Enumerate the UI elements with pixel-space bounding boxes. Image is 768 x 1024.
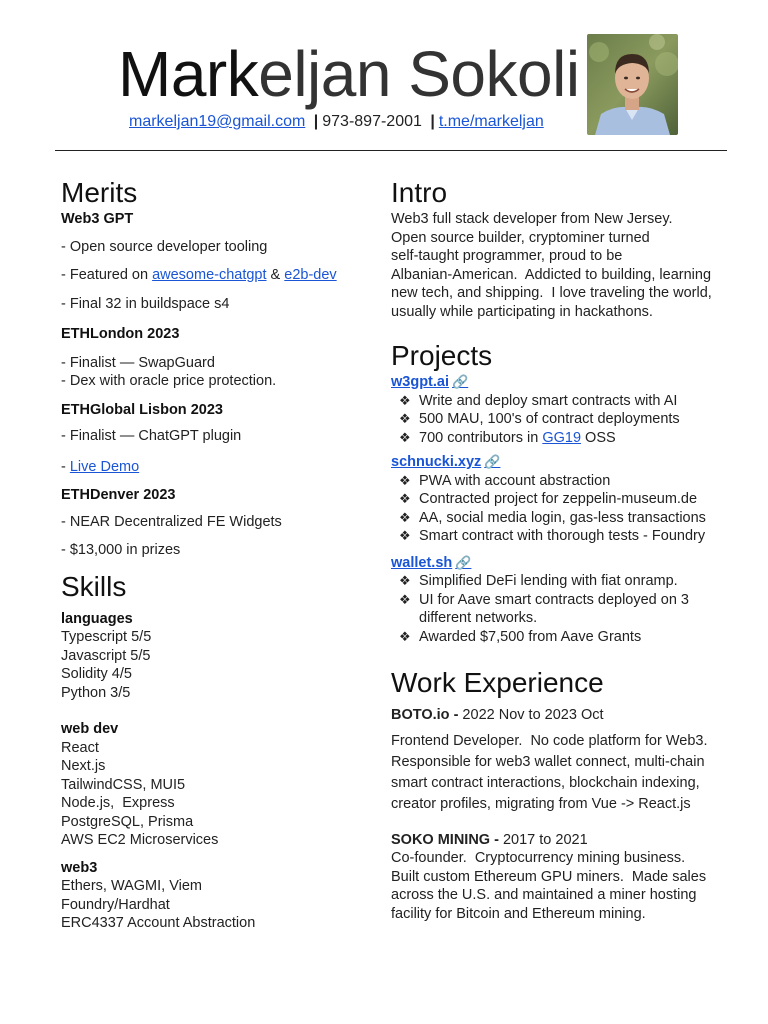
skill-item: Ethers, WAGMI, Viem — [61, 878, 202, 894]
w3gpt-link[interactable] — [391, 373, 468, 392]
merit-item: - Finalist — ChatGPT plugin — [61, 428, 242, 444]
merit-item: - Dex with oracle price protection. — [61, 373, 277, 389]
diamond-bullet-icon: ❖ — [399, 491, 411, 506]
project-name: wallet.sh — [391, 554, 453, 571]
diamond-bullet-icon: ❖ — [399, 528, 411, 543]
job-line: smart contract interactions, blockchain indexing, — [391, 774, 700, 791]
skill-item: React — [61, 739, 99, 756]
bullet-text: 500 MAU, 100's of contract deployments — [419, 411, 680, 427]
awesome-chatgpt-link[interactable]: awesome-chatgpt — [152, 267, 267, 283]
skill-item: PostgreSQL, Prisma — [61, 813, 194, 830]
merit-item — [61, 458, 361, 477]
job-line: Built custom Ethereum GPU miners. Made sales — [391, 868, 707, 885]
skill-item: Javascript 5/5 — [61, 647, 151, 664]
job-period: 2022 Nov to 2023 Oct — [458, 707, 604, 723]
intro-line: usually while participating in hackathons. — [391, 303, 653, 320]
project-bullet — [399, 392, 731, 411]
intro-line: Web3 full stack developer from New Jersey. — [391, 211, 673, 227]
merit-ethdenver-title: ETHDenver 2023 — [61, 487, 176, 503]
project-bullet — [399, 429, 731, 448]
merit-item: - Finalist — SwapGuard — [61, 354, 215, 371]
project-bullet — [399, 472, 731, 491]
resume-name — [118, 36, 580, 112]
profile-photo — [587, 34, 678, 135]
job-soko-description — [391, 849, 731, 923]
project-w3gpt — [391, 373, 731, 447]
job-company: BOTO.io - — [391, 707, 459, 723]
projects-heading: Projects — [391, 340, 493, 371]
schnucki-link[interactable] — [391, 453, 500, 472]
bullet-text: AA, social media login, gas-less transactions — [419, 509, 706, 526]
bullet-text: different networks. — [419, 610, 538, 626]
skill-item: AWS EC2 Microservices — [61, 832, 219, 848]
intro-line: self-taught programmer, proud to be — [391, 248, 623, 264]
telegram-link[interactable]: t.me/markeljan — [438, 113, 544, 130]
live-demo-link[interactable]: Live Demo — [69, 458, 140, 475]
bullet-text: Simplified DeFi lending with fiat onramp. — [419, 573, 678, 589]
merit-text: - — [61, 458, 70, 475]
project-bullet — [399, 628, 731, 647]
project-bullet — [399, 490, 731, 509]
project-bullet — [399, 527, 731, 546]
skills-web3-title: web3 — [61, 859, 98, 876]
intro-text — [391, 210, 731, 321]
project-name: w3gpt.ai — [391, 374, 450, 390]
job-line: across the U.S. and maintained a miner hosting — [391, 887, 697, 903]
e2b-dev-link[interactable]: e2b-dev — [284, 267, 337, 283]
skills-languages-title: languages — [61, 610, 133, 627]
name-second-part: eljan Sokoli — [258, 38, 580, 110]
bullet-text: Awarded $7,500 from Aave Grants — [419, 628, 642, 645]
wallet-link[interactable] — [391, 554, 471, 573]
right-column — [391, 176, 731, 923]
skill-item: Next.js — [61, 758, 106, 774]
bullet-text: 700 contributors in — [419, 429, 543, 446]
bullet-text: OSS — [581, 429, 616, 446]
merit-text: - Featured on — [61, 267, 153, 283]
diamond-bullet-icon: ❖ — [399, 628, 411, 644]
intro-heading: Intro — [391, 177, 448, 208]
project-bullet — [399, 572, 731, 591]
intro-line: Albanian-American. Addicted to building, learning — [391, 266, 712, 283]
job-soko-header — [391, 831, 731, 850]
merit-item: - Final 32 in buildspace s4 — [61, 295, 230, 312]
merit-item — [61, 266, 361, 285]
job-line: Frontend Developer. No code platform for Web3. — [391, 732, 708, 749]
job-company: SOKO MINING - — [391, 831, 499, 848]
bullet-text: Contracted project for zeppelin-museum.de — [419, 491, 698, 507]
name-first-part: Mark — [118, 38, 259, 110]
merits-heading: Merits — [61, 177, 138, 208]
contact-separator: | — [313, 113, 319, 130]
skill-item: ERC4337 Account Abstraction — [61, 915, 256, 931]
project-bullet — [399, 410, 731, 429]
job-line: creator profiles, migrating from Vue -> React.js — [391, 795, 691, 812]
diamond-bullet-icon: ❖ — [399, 392, 411, 408]
skill-item: Typescript 5/5 — [61, 629, 152, 645]
link-icon: 🔗 — [452, 374, 469, 389]
diamond-bullet-icon: ❖ — [399, 411, 411, 426]
project-bullet — [399, 591, 731, 628]
contact-line — [129, 112, 544, 132]
skills-webdev-title: web dev — [61, 721, 119, 737]
merit-ethlondon-title: ETHLondon 2023 — [61, 326, 180, 342]
skill-item: Node.js, Express — [61, 795, 175, 811]
project-wallet — [391, 554, 731, 647]
job-line: Co-founder. Cryptocurrency mining business. — [391, 850, 686, 866]
contact-separator: | — [430, 113, 435, 130]
bullet-text: Smart contract with thorough tests - Foundry — [419, 528, 706, 544]
link-icon: 🔗 — [484, 454, 501, 469]
job-line: facility for Bitcoin and Ethereum mining. — [391, 905, 646, 922]
intro-line: new tech, and shipping. I love traveling the world, — [391, 285, 712, 301]
skill-item: TailwindCSS, MUI5 — [61, 776, 186, 793]
email-link[interactable]: markeljan19@gmail.com — [129, 113, 306, 130]
diamond-bullet-icon: ❖ — [399, 472, 411, 488]
skills-languages-list — [61, 628, 361, 702]
merit-item: - $13,000 in prizes — [61, 542, 181, 558]
merit-item: - NEAR Decentralized FE Widgets — [61, 513, 282, 530]
link-icon: 🔗 — [455, 554, 472, 570]
bullet-text: UI for Aave smart contracts deployed on 3 — [419, 591, 689, 608]
skill-item: Foundry/Hardhat — [61, 896, 170, 913]
merit-web3gpt-title: Web3 GPT — [61, 211, 134, 227]
skills-webdev-list — [61, 739, 361, 850]
diamond-bullet-icon: ❖ — [399, 591, 411, 607]
left-column — [61, 176, 361, 933]
phone-number: 973-897-2001 — [322, 113, 422, 130]
project-schnucki — [391, 453, 731, 546]
project-bullet — [399, 509, 731, 528]
header-divider — [55, 150, 727, 151]
intro-line: Open source builder, cryptominer turned — [391, 229, 650, 246]
diamond-bullet-icon: ❖ — [399, 429, 411, 445]
job-period: 2017 to 2021 — [498, 831, 588, 848]
job-boto-header — [391, 706, 731, 725]
diamond-bullet-icon: ❖ — [399, 509, 411, 525]
diamond-bullet-icon: ❖ — [399, 573, 411, 588]
skills-heading: Skills — [61, 570, 127, 602]
gg19-link[interactable]: GG19 — [542, 429, 582, 446]
skills-web3-list — [61, 877, 361, 933]
merit-ethlisbon-title: ETHGlobal Lisbon 2023 — [61, 401, 223, 418]
job-boto-description — [391, 731, 731, 815]
skill-item: Solidity 4/5 — [61, 666, 132, 682]
bullet-text: Write and deploy smart contracts with AI — [419, 392, 678, 409]
work-heading: Work Experience — [391, 667, 604, 698]
merit-item: - Open source developer tooling — [61, 238, 268, 255]
skill-item: Python 3/5 — [61, 684, 131, 701]
merit-text: & — [266, 267, 285, 283]
project-name: schnucki.xyz — [391, 454, 482, 470]
job-line: Responsible for web3 wallet connect, multi-chain — [391, 753, 705, 770]
bullet-text: PWA with account abstraction — [419, 472, 611, 489]
